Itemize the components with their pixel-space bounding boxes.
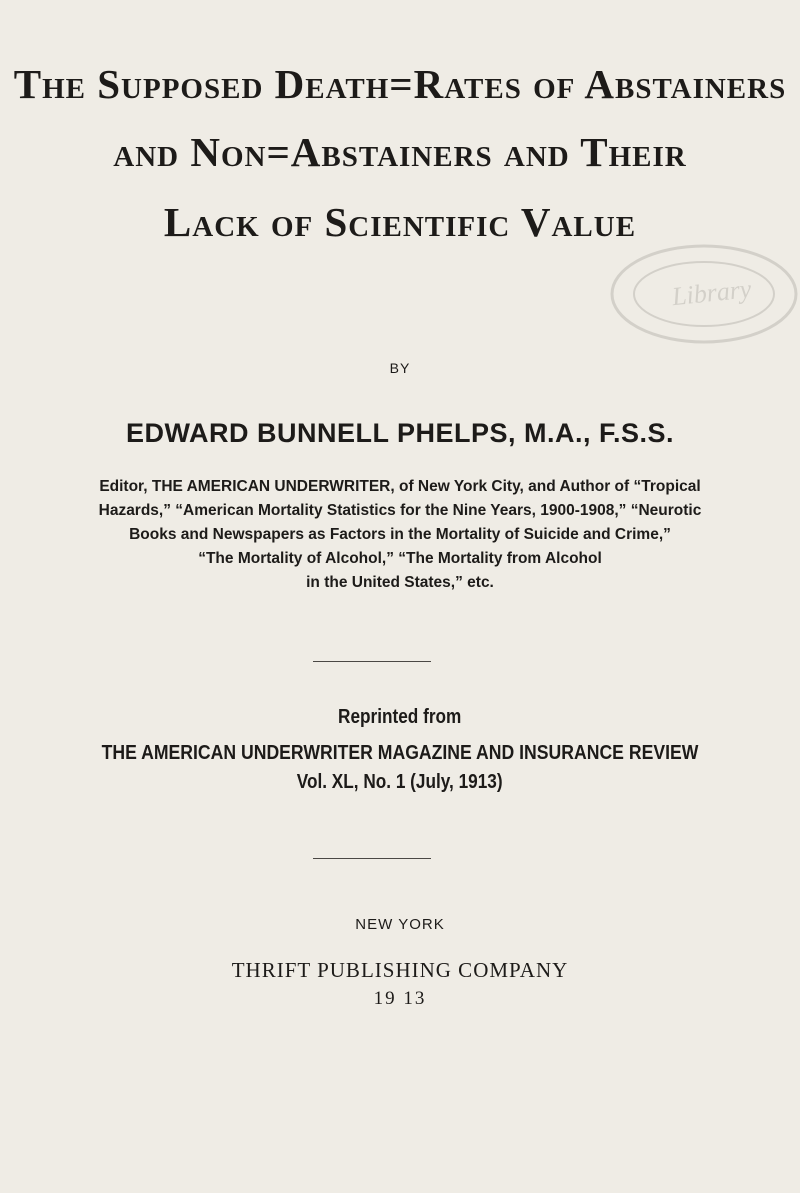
- author-credit-line: Hazards,” “American Mortality Statistics for the Nine Years, 1900-1908,” “Neurotic: [98, 502, 702, 519]
- imprint-city: NEW YORK: [355, 916, 445, 933]
- reprint-label-row: [0, 706, 800, 729]
- magazine-name: THE AMERICAN UNDERWRITER MAGAZINE AND INSURANCE REVIEW: [101, 741, 699, 764]
- imprint-year: 19 13: [373, 988, 427, 1009]
- divider: [313, 858, 431, 859]
- stamp-text: Library: [670, 274, 753, 312]
- magazine-name-row: [0, 741, 800, 765]
- title-line-2: and Non=Abstainers and Their: [113, 129, 687, 175]
- title-line-3: Lack of Scientific Value: [163, 199, 637, 245]
- byline: BY: [389, 360, 411, 376]
- author-name: EDWARD BUNNELL PHELPS, M.A., F.S.S.: [125, 418, 675, 448]
- library-stamp-watermark: [602, 232, 800, 362]
- author-credit-line: “The Mortality of Alcohol,” “The Mortality from Alcohol: [198, 550, 602, 567]
- divider: [313, 661, 431, 662]
- imprint-publisher: THRIFT PUBLISHING COMPANY: [231, 958, 569, 982]
- title-line-1: The Supposed Death=Rates of Abstainers: [13, 61, 787, 107]
- reprint-label: Reprinted from: [338, 706, 462, 728]
- volume-info-row: [0, 771, 800, 794]
- author-credit-line: Books and Newspapers as Factors in the Mortality of Suicide and Crime,”: [129, 526, 671, 543]
- author-credit-line: in the United States,” etc.: [306, 574, 494, 591]
- volume-info: Vol. XL, No. 1 (July, 1913): [297, 771, 503, 793]
- author-credit-line: Editor, THE AMERICAN UNDERWRITER, of New York City, and Author of “Tropical: [99, 478, 701, 495]
